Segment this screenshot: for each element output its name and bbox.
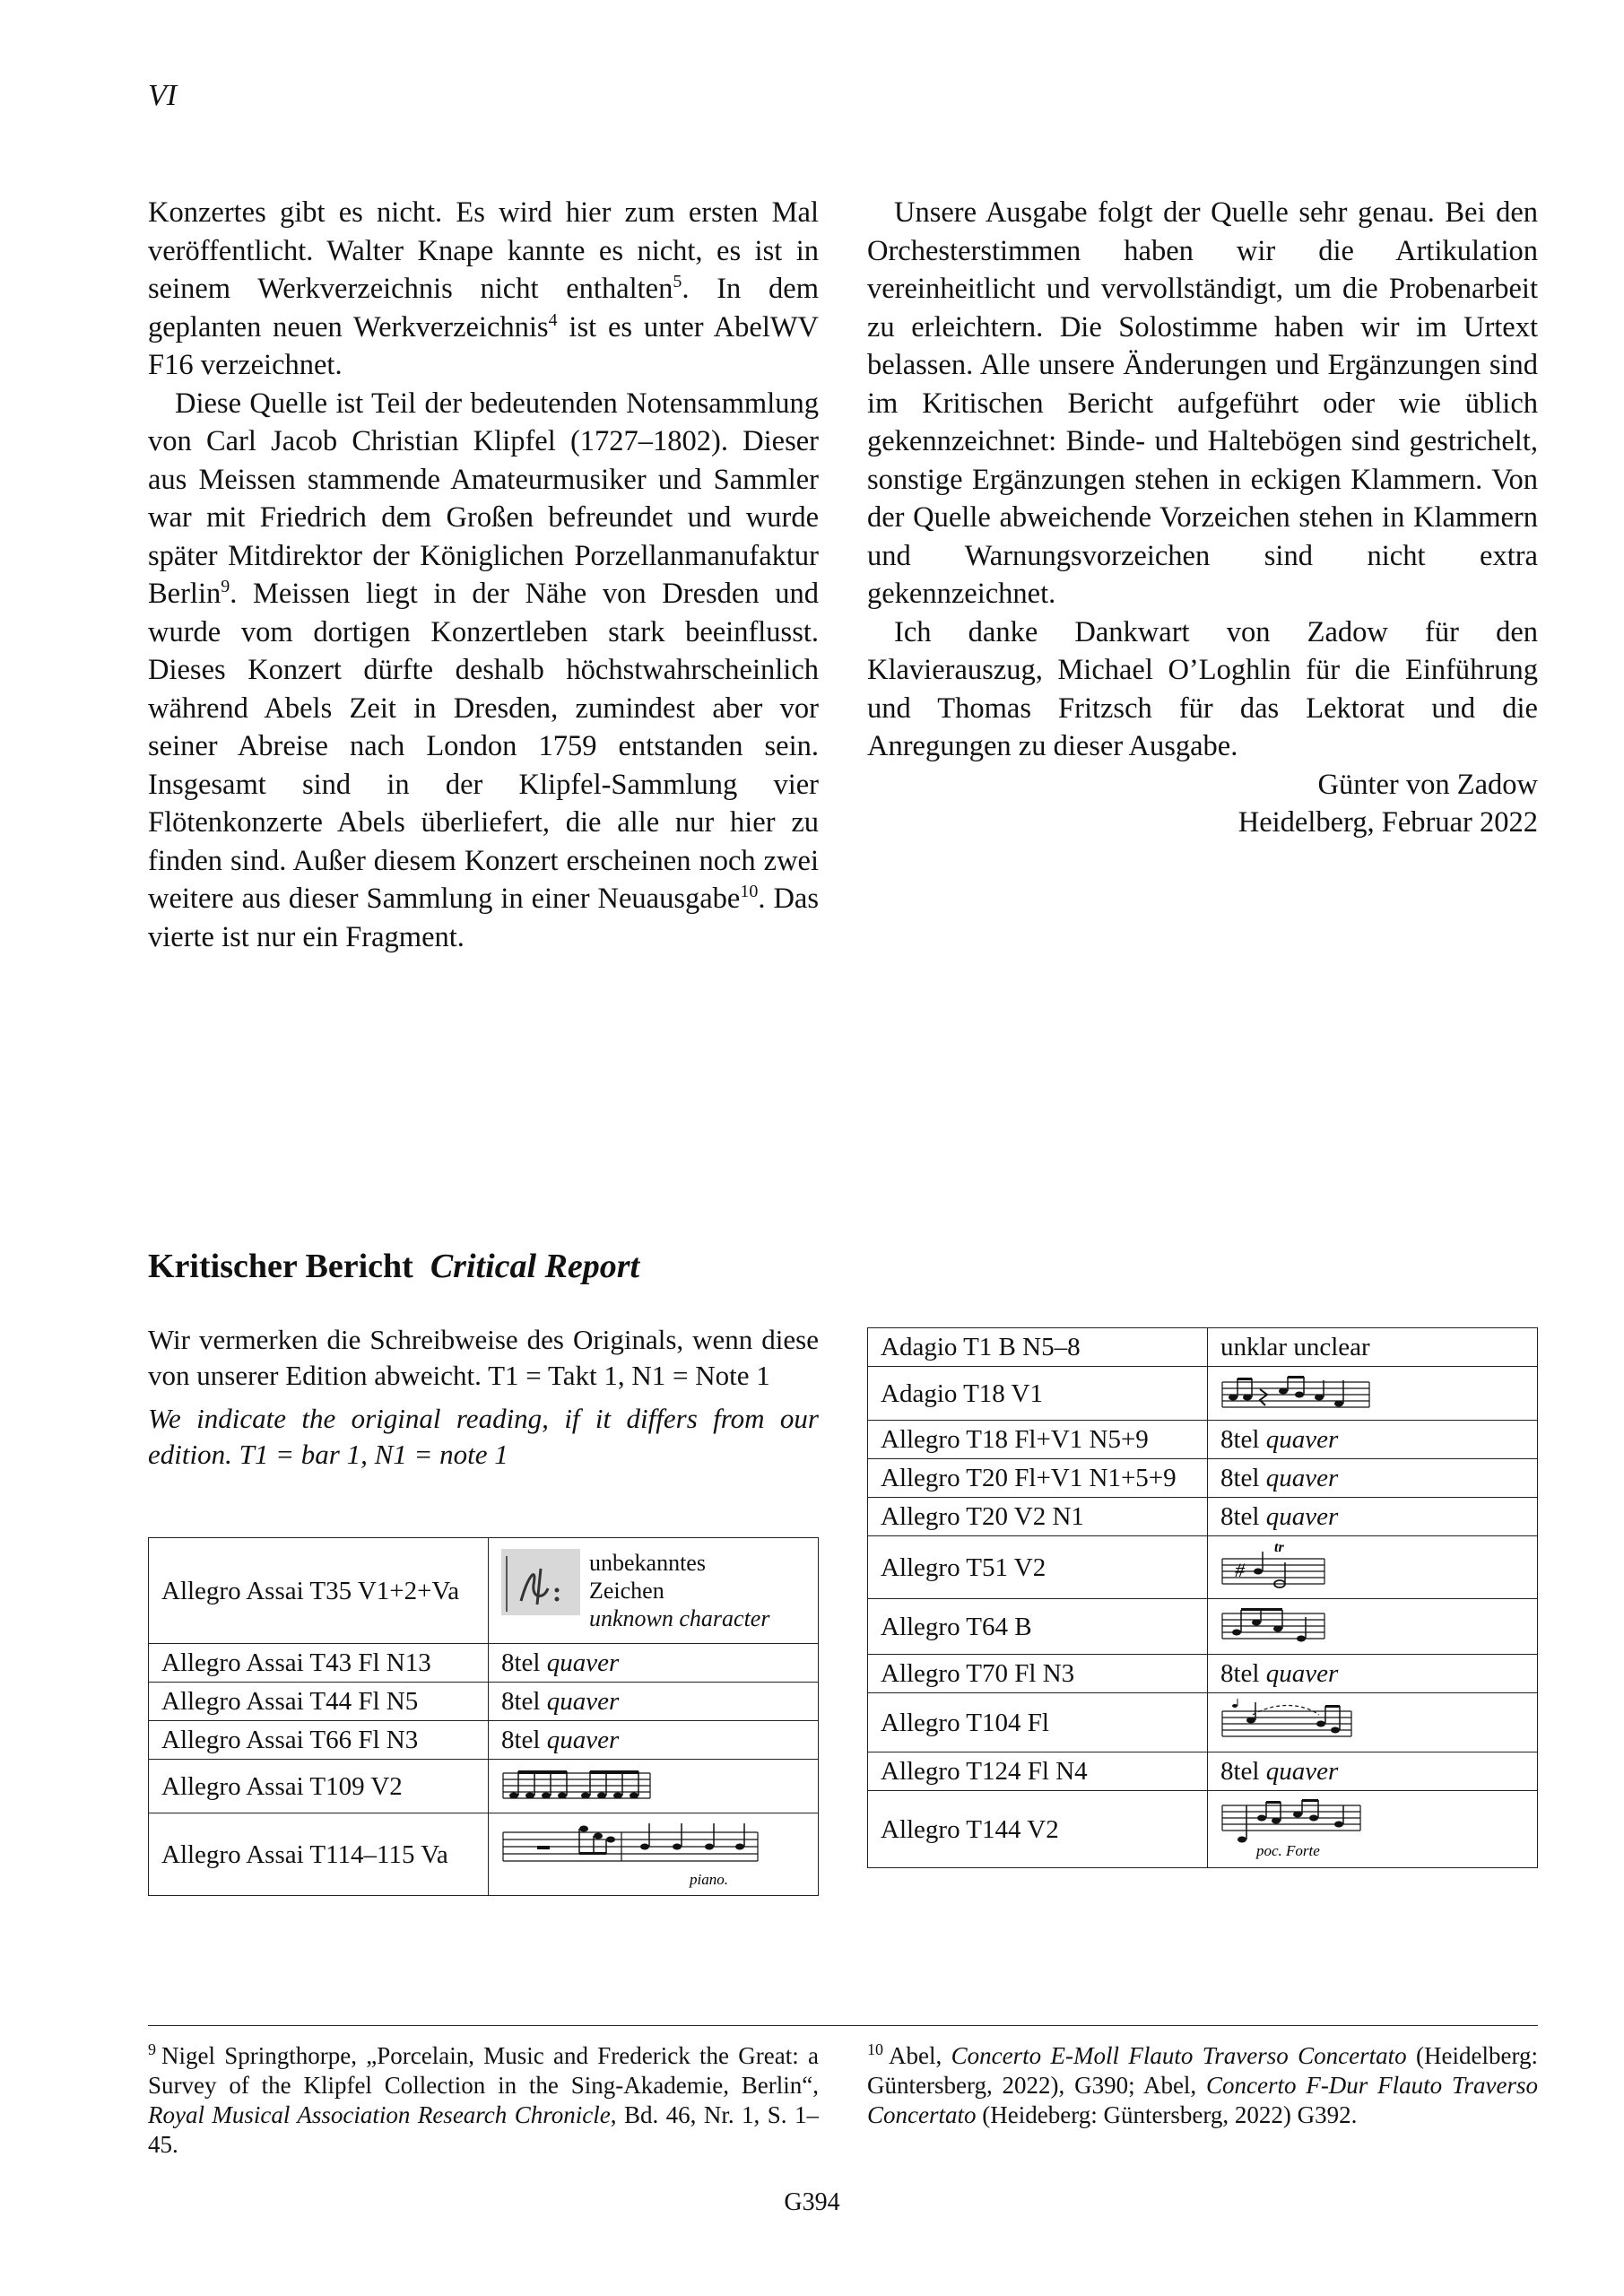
notation-excerpt bbox=[1220, 1373, 1373, 1414]
table-row bbox=[149, 1813, 819, 1896]
row-reading bbox=[1208, 1599, 1538, 1655]
right-column bbox=[867, 194, 1538, 842]
notation-excerpt bbox=[1220, 1699, 1355, 1747]
trill-marking: tr bbox=[1274, 1540, 1284, 1555]
row-reading: 8tel quaver bbox=[489, 1721, 819, 1760]
right-paragraph-2: Ich danke Dankwart von Zadow für den Klavierauszug, Michael O’Loghlin für die Einführung und Thomas Fritzsch für das Lektorat und die Anregungen zu dieser Ausgabe. bbox=[867, 615, 1538, 762]
footnote-ref: 4 bbox=[548, 309, 558, 330]
signature-place: Heidelberg, Februar 2022 bbox=[1238, 806, 1538, 839]
row-reading: 8tel quaver bbox=[1208, 1655, 1538, 1693]
row-location: Allegro Assai T114–115 Va bbox=[149, 1813, 489, 1896]
unknown-label-de-1: unbekanntes bbox=[589, 1550, 706, 1576]
table-row bbox=[149, 1644, 819, 1683]
footnote-number: 9 bbox=[148, 2040, 156, 2058]
row-location: Allegro T144 V2 bbox=[868, 1791, 1208, 1868]
footnote-9: $^9$ Nigel Springthorpe, „Porcelain, Music and Frederick the Great: a Survey of the Klipfel Collection in the Sing-Akademie, Berlin“, Royal Musical Association Research Chronicle, Bd. 46, Nr. 1, S. 1–45. bbox=[148, 2040, 819, 2158]
table-row bbox=[868, 1421, 1538, 1459]
row-reading: 8tel quaver bbox=[489, 1683, 819, 1721]
report-intro-en: We indicate the original reading, if it differs from our edition. T1 = bar 1, N1 = note 1 bbox=[148, 1403, 819, 1470]
row-location: Allegro Assai T35 V1+2+Va bbox=[149, 1538, 489, 1644]
signature bbox=[867, 766, 1538, 842]
report-table-right bbox=[867, 1327, 1538, 1868]
unknown-label-de-2: Zeichen bbox=[589, 1578, 664, 1604]
row-reading bbox=[489, 1538, 819, 1644]
footnote-number: 10 bbox=[867, 2040, 883, 2058]
row-location: Allegro T18 Fl+V1 N5+9 bbox=[868, 1421, 1208, 1459]
left-column bbox=[148, 194, 819, 956]
row-reading bbox=[1208, 1367, 1538, 1421]
row-reading bbox=[1208, 1791, 1538, 1868]
report-heading-en: Critical Report bbox=[430, 1248, 640, 1285]
notation-excerpt bbox=[501, 1820, 761, 1890]
report-intro-de: Wir vermerken die Schreibweise des Originals, wenn diese von unserer Edition abweicht. T1 = Takt 1, N1 = Note 1 bbox=[148, 1324, 819, 1391]
table-row bbox=[868, 1328, 1538, 1367]
row-reading bbox=[1208, 1693, 1538, 1752]
row-location: Allegro T64 B bbox=[868, 1599, 1208, 1655]
table-row bbox=[868, 1536, 1538, 1599]
unknown-label-en: unknown character bbox=[589, 1605, 770, 1631]
table-row bbox=[868, 1752, 1538, 1791]
report-intro bbox=[148, 1322, 819, 1473]
left-paragraph-2: Diese Quelle ist Teil der bedeutenden Notensammlung von Carl Jacob Christian Klipfel (1727–1802). Dieser aus Meissen stammende Amateurmusiker und Sammler war mit Friedrich dem Großen befreundet und wurde später Mitdirektor der Königlichen Porzellanmanufaktur Berlin$^9$. Meissen liegt in der Nähe von Dresden und wurde vom dortigen Konzertleben stark beeinflusst. Dieses Konzert dürfte deshalb höchstwahrscheinlich während Abels Zeit in Dresden, zumindest aber vor seiner Abreise nach London 1759 entstanden sein. Insgesamt sind in der Klipfel-Sammlung vier Flötenkonzerte Abels überliefert, die alle nur hier zu finden sind. Außer diesem Konzert erscheinen noch zwei weitere aus dieser Sammlung in einer Neuausgabe$^{10}$. Das vierte ist nur ein Fragment. bbox=[148, 387, 819, 953]
row-location: Allegro T20 V2 N1 bbox=[868, 1498, 1208, 1536]
notation-excerpt bbox=[1220, 1605, 1328, 1649]
dynamic-marking: poc. Forte bbox=[1256, 1841, 1320, 1859]
row-reading bbox=[1208, 1536, 1538, 1599]
row-location: Allegro Assai T43 Fl N13 bbox=[149, 1644, 489, 1683]
table-row bbox=[149, 1683, 819, 1721]
row-reading bbox=[489, 1760, 819, 1813]
row-reading: 8tel quaver bbox=[1208, 1459, 1538, 1498]
table-row bbox=[868, 1459, 1538, 1498]
table-row bbox=[868, 1791, 1538, 1868]
row-location: Allegro Assai T66 Fl N3 bbox=[149, 1721, 489, 1760]
table-row bbox=[868, 1367, 1538, 1421]
table-row bbox=[868, 1498, 1538, 1536]
row-reading: unklar unclear bbox=[1208, 1328, 1538, 1367]
notation-excerpt bbox=[1220, 1541, 1328, 1595]
unknown-character-scan bbox=[501, 1549, 580, 1615]
table-row bbox=[149, 1538, 819, 1644]
footnote-ref: 5 bbox=[673, 272, 682, 292]
row-location: Allegro T104 Fl bbox=[868, 1693, 1208, 1752]
table-row bbox=[868, 1655, 1538, 1693]
report-heading bbox=[148, 1247, 639, 1286]
row-location: Allegro T124 Fl N4 bbox=[868, 1752, 1208, 1791]
svg-text:#: # bbox=[1235, 1558, 1245, 1581]
row-location: Allegro T20 Fl+V1 N1+5+9 bbox=[868, 1459, 1208, 1498]
table-row bbox=[868, 1599, 1538, 1655]
report-heading-de: Kritischer Bericht bbox=[148, 1248, 413, 1285]
dynamic-marking: piano. bbox=[690, 1870, 728, 1888]
row-location: Adagio T18 V1 bbox=[868, 1367, 1208, 1421]
row-location: Allegro T70 Fl N3 bbox=[868, 1655, 1208, 1693]
notation-excerpt bbox=[1220, 1796, 1364, 1863]
footnote-ref: 10 bbox=[740, 882, 759, 902]
row-location: Adagio T1 B N5–8 bbox=[868, 1328, 1208, 1367]
table-row bbox=[149, 1760, 819, 1813]
row-reading bbox=[489, 1813, 819, 1896]
row-location: Allegro Assai T44 Fl N5 bbox=[149, 1683, 489, 1721]
page-number-bottom: G394 bbox=[784, 2188, 840, 2216]
notation-excerpt bbox=[501, 1766, 654, 1807]
table-row bbox=[868, 1693, 1538, 1752]
row-reading: 8tel quaver bbox=[1208, 1752, 1538, 1791]
footnote-10: $^{10}$ Abel, Concerto E-Moll Flauto Traverso Concertato (Heidelberg: Güntersberg, 2022), G390; Abel, Concerto F-Dur Flauto Traverso Concertato (Heideberg: Güntersberg, 2022) G392. bbox=[867, 2040, 1538, 2128]
row-reading: 8tel quaver bbox=[1208, 1421, 1538, 1459]
right-paragraph-1: Unsere Ausgabe folgt der Quelle sehr genau. Bei den Orchesterstimmen haben wir die Artikulation vereinheitlicht und vervollständigt, um die Probenarbeit zu erleichtern. Die Solostimme haben wir im Urtext belassen. Alle unsere Änderungen und Ergänzungen sind im Kritischen Bericht aufgeführt oder wie üblich gekennzeichnet: Binde- und Haltebögen sind gestrichelt, sonstige Ergänzungen stehen in eckigen Klammern. Von der Quelle abweichende Vorzeichen stehen in Klammern und Warnungsvorzeichen sind nicht extra gekennzeichnet. bbox=[867, 196, 1538, 610]
page-number-top: VI bbox=[148, 79, 178, 112]
row-reading: 8tel quaver bbox=[489, 1644, 819, 1683]
row-reading: 8tel quaver bbox=[1208, 1498, 1538, 1536]
row-location: Allegro Assai T109 V2 bbox=[149, 1760, 489, 1813]
signature-name: Günter von Zadow bbox=[1317, 768, 1538, 801]
row-location: Allegro T51 V2 bbox=[868, 1536, 1208, 1599]
footnote-divider bbox=[148, 2025, 1538, 2026]
footnote-ref: 9 bbox=[221, 577, 230, 597]
table-row bbox=[149, 1721, 819, 1760]
report-table-left bbox=[148, 1537, 819, 1896]
left-paragraph-1: Konzertes gibt es nicht. Es wird hier zum ersten Mal veröffentlicht. Walter Knape kannte es nicht, es ist in seinem Werkverzeichnis nicht enthalten$^5$. In dem geplanten neuen Werkverzeichnis$^4$ ist es unter AbelWV F16 verzeichnet. bbox=[148, 196, 819, 381]
